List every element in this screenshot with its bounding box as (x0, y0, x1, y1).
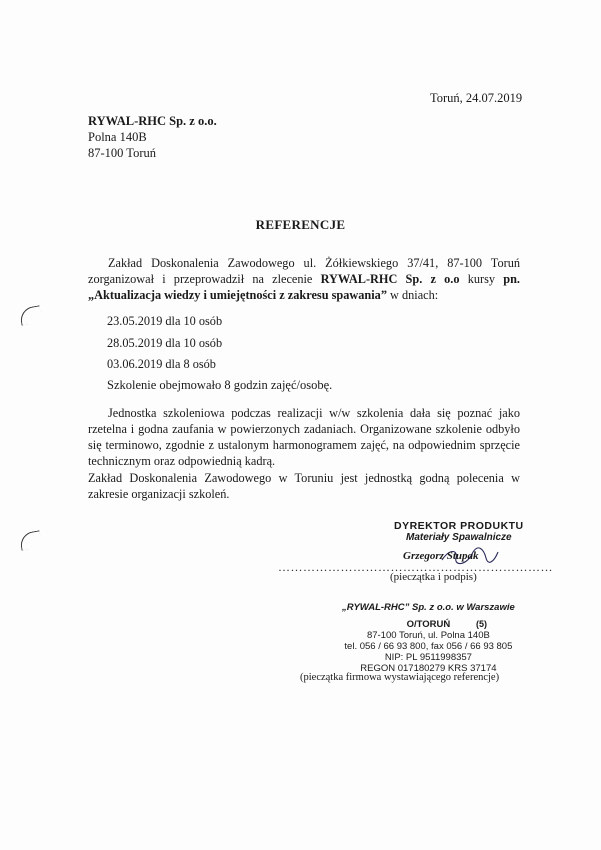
director-department: Materiały Spawalnicze (406, 532, 512, 543)
punch-hole-mark (19, 530, 43, 550)
company-stamp-code: (5) (476, 619, 487, 629)
director-name: Grzegorz Stupak (403, 550, 479, 562)
recipient-address (88, 113, 217, 161)
signature-dotted-line: ………………………………………………………… (278, 560, 553, 574)
company-stamp-branch: O/TORUŃ (406, 619, 451, 630)
recipient-city: 87-100 Toruń (88, 146, 156, 160)
company-stamp-address: 87-100 Toruń, ul. Polna 140B (366, 630, 490, 641)
director-stamp (394, 520, 524, 544)
company-stamp-name: „RYWAL-RHC” Sp. z o.o. w Warszawie (342, 602, 515, 613)
intro-paragraph (88, 255, 520, 303)
intro-text-3: w dniach: (386, 288, 439, 302)
company-stamp (342, 602, 515, 674)
company-stamp-caption: (pieczątka firmowa wystawiającego referencje) (300, 672, 500, 683)
recipient-street: Polna 140B (88, 130, 147, 144)
course-date-item: 03.06.2019 dla 8 osób (107, 357, 216, 371)
course-dates-list (107, 311, 222, 376)
place-date: Toruń, 24.07.2019 (430, 91, 523, 105)
intro-course: pn. „Aktualizacja wiedzy i umiejętności z zakresu spawania” (88, 272, 520, 302)
document-title: REFERENCJE (255, 217, 346, 232)
assessment-paragraph: Jednostka szkoleniowa podczas realizacji w/w szkolenia dała się poznać jako rzetelna i godna zaufania w powierzonych zadaniach. Organizowane szkolenie odbyło się terminowo, zgodnie z ustalonym harmonogramem zajęć, na odpowiednim sprzęcie technicznym oraz odpowiednią kadrą. (88, 406, 520, 468)
company-stamp-regon: REGON 017180279 KRS 37174 (360, 663, 497, 674)
director-role: DYREKTOR PRODUKTU (394, 520, 524, 532)
signature-caption: (pieczątka i podpis) (390, 571, 477, 583)
company-stamp-phone: tel. 056 / 66 93 800, fax 056 / 66 93 805 (344, 641, 513, 652)
recommendation-paragraph: Zakład Doskonalenia Zawodowego w Toruniu jest jednostką godną polecenia w zakresie organizacji szkoleń. (88, 471, 520, 501)
course-date-item: 23.05.2019 dla 10 osób (107, 314, 223, 328)
recipient-name: RYWAL-RHC Sp. z o.o. (88, 114, 217, 128)
company-stamp-nip: NIP: PL 9511998357 (384, 652, 472, 663)
intro-text-1: Zakład Doskonalenia Zawodowego ul. Żółkiewskiego 37/41, 87-100 Toruń zorganizował i przeprowadził na zlecenie (88, 256, 520, 286)
intro-text-2: kursy (459, 272, 504, 286)
course-date-item: 28.05.2019 dla 10 osób (107, 335, 223, 350)
punch-hole-mark (19, 305, 43, 325)
intro-company: RYWAL-RHC Sp. z o.o (320, 272, 460, 286)
hours-note: Szkolenie obejmowało 8 godzin zajęć/osobę. (107, 378, 333, 392)
